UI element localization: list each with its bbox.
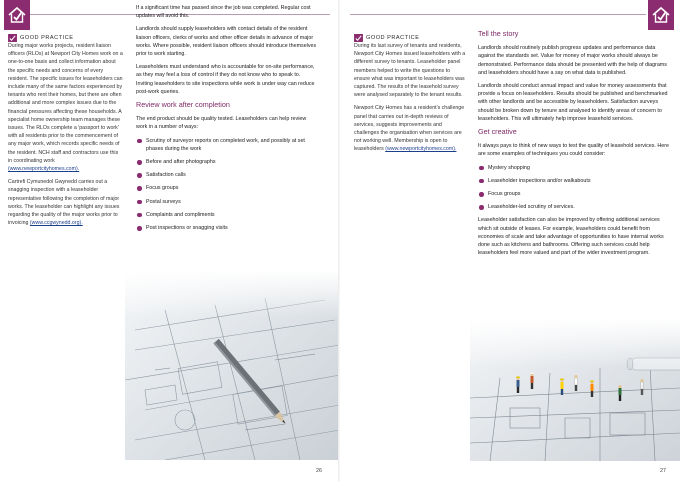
page-number: 26 [316, 468, 322, 474]
top-rule [350, 14, 646, 15]
body-paragraph: Leaseholder satisfaction can also be improved by offering additional services which sit outside of leases. For example, leaseholders could benefit from economies of scale and take advantage of opportunities to have internal works done such as kitchens and bathrooms. Offering such services could help leaseholders feel more valued and part of the wider investment program. [478, 217, 664, 257]
good-practice-label [354, 34, 419, 42]
list-item: Scrutiny of surveyor reports on completed work, and possibly at set phases during the work [136, 137, 318, 153]
main-column [478, 30, 670, 262]
house-check-icon [8, 6, 26, 24]
house-check-icon [652, 6, 670, 24]
list-item: Satisfaction calls [136, 171, 318, 179]
sidebar-column [354, 42, 466, 159]
good-practice-label [8, 34, 73, 42]
list-item: Complaints and compliments [136, 211, 318, 219]
body-paragraph: If a significant time has passed since the job was completed. Regular cost updates will avoid this. [136, 5, 311, 20]
good-practice-text: GOOD PRACTICE [366, 35, 420, 41]
sidebar-paragraph [354, 104, 466, 153]
list-item: Focus groups [136, 184, 318, 192]
review-methods-list [136, 137, 318, 233]
main-column [136, 4, 318, 237]
blueprint-figures-photo [470, 318, 680, 461]
list-item: Mystery shopping [478, 164, 670, 172]
sidebar-paragraph [8, 178, 123, 227]
page-badge [648, 0, 674, 30]
list-item: Before and after photographs [136, 158, 318, 166]
body-paragraph: Landlords should routinely publish progress updates and performance data against the standards set. Value for money of major works should always be demonstrated. Performance data should be presented with the help of diagrams and leaseholders should have a say on what data is published. [478, 45, 667, 76]
page-number: 27 [660, 468, 666, 474]
section-heading: Get creative [478, 127, 517, 137]
sidebar-paragraph [8, 42, 123, 173]
list-item: Post inspections or snagging visits [136, 224, 318, 232]
newport-link[interactable]: (www.newportcityhomes.com). [385, 146, 457, 153]
blueprint-photo [125, 270, 340, 460]
list-item: Focus groups [478, 190, 670, 198]
sidebar-text: Cartrefi Cymunedol Gwynedd carries out a snagging inspection with a leaseholder representative following the completion of major works. The leaseholder can highlight any issues regarding the quality of the major works prior to invoicing [8, 179, 120, 227]
section-heading: Tell the story [478, 29, 519, 38]
body-paragraph: Leaseholders must understand who is accountable for on-site performance, as they may feel a loss of control if they do not know who to speak to. Inviting leaseholders to site inspections while work is under way can reduce post-work queries. [136, 64, 315, 95]
good-practice-text: GOOD PRACTICE [20, 35, 74, 41]
body-paragraph: Landlords should conduct annual impact and value for money assessments that provide a focus on leaseholders. Results should be published and benchmarked with other landlords and be accessible by leaseholders. Satisfaction surveys should be broken down by tenure and analysed to identify areas of concern to leaseholders. This will ultimately help improve leasehold services. [478, 83, 668, 122]
body-paragraph: Landlords should supply leaseholders with contact details of the resident liaison officers, clerks of works and other officer details in advance of major works. Where possible, resident liaison officers should introduce themselves prior to work starting. [136, 26, 317, 58]
ccgwynedd-link[interactable]: (www.ccgwynedd.org). [29, 220, 83, 227]
sidebar-column [8, 42, 123, 232]
right-page [340, 0, 680, 481]
body-paragraph: It always pays to think of new ways to test the quality of leasehold services. Here are some examples of techniques you could consider: [478, 143, 669, 158]
body-paragraph: The end product should be quality tested. Leaseholders can help review work in a number of ways: [136, 116, 307, 131]
house-check-icon [354, 34, 363, 42]
techniques-list [478, 164, 670, 212]
list-item: Leaseholder-led scrutiny of services. [478, 203, 670, 211]
sidebar-text: During major works projects, resident liaison officers (RLOs) at Newport City Homes work on a one-to-one basis and collect information about the specific needs and concerns of every resident. The specific issues for leaseholders can include many of the same factors experienced by tenants who rent their homes, but there are often additional and more complex issues due to the financial pressures affecting these households. A specialist home ownership team manages these issues. The RLOs complete a 'passport to work' with all residents prior to the commencement of any major work, which records specific needs of the resident. NCH staff and contractors use this in coordinating work [8, 43, 123, 164]
newport-link[interactable]: (www.newportcityhomes.com). [8, 166, 80, 173]
list-item: Postal surveys [136, 198, 318, 206]
sidebar-paragraph: During its last survey of tenants and residents, Newport City Homes issued leaseholders with a different survey to tenants. Leaseholder panel members helped to write the questions to ensure what was important to leaseholders was captured. The results of the leasehold survey were analysed separately to the tenant results. [354, 43, 466, 99]
section-heading: Review work after completion [136, 100, 230, 110]
house-check-icon [8, 34, 17, 42]
sidebar-text: Newport City Homes has a resident's challenge panel that carries out in-depth reviews of services, suggests improvements and challenges the organisation when services are not working well. Membership is open to leaseholders [354, 105, 465, 153]
list-item: Leaseholder inspections and/or walkabouts [478, 177, 670, 185]
page-badge [4, 0, 30, 30]
